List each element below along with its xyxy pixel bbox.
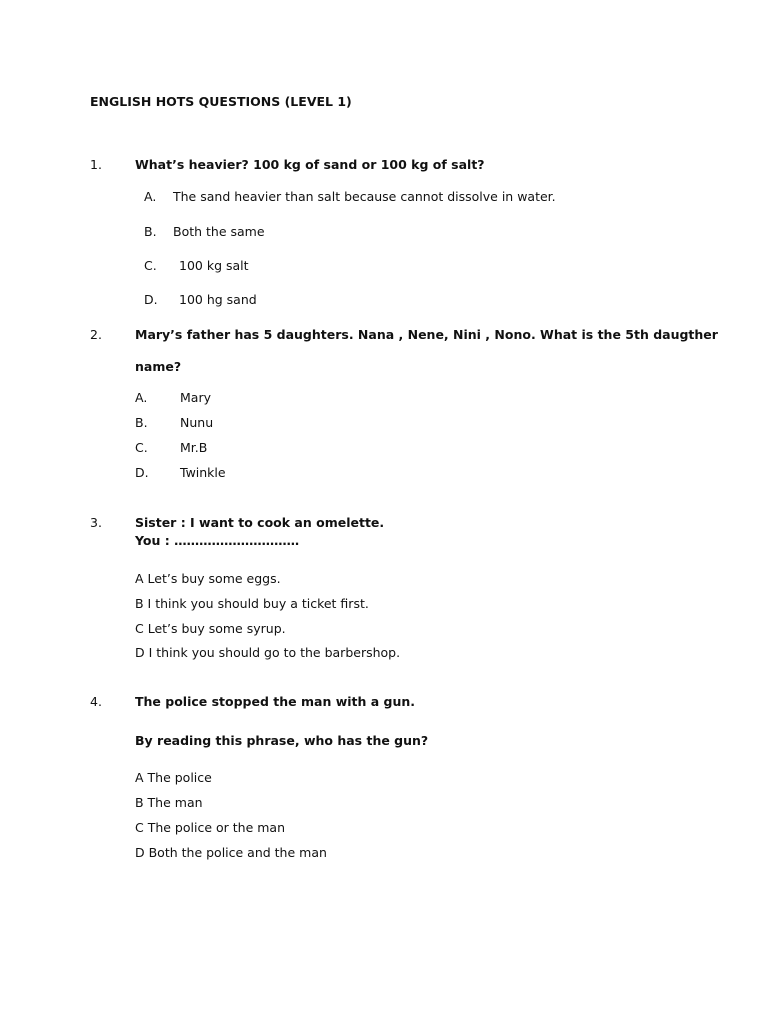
q2-option-b-letter: B. [135,415,148,430]
q1-option-d-text: 100 hg sand [179,292,257,307]
q4-option-d: D Both the police and the man [135,845,327,860]
question-1-text: What’s heavier? 100 kg of sand or 100 kg of salt? [135,157,485,172]
q2-option-a-letter: A. [135,390,148,405]
q4-option-b: B The man [135,795,203,810]
q1-option-a-text: The sand heavier than salt because cannot dissolve in water. [173,189,556,204]
q1-option-c-letter: C. [144,258,157,273]
question-4-text-line-2: By reading this phrase, who has the gun? [135,733,429,748]
q2-option-d-text: Twinkle [180,465,226,480]
q4-option-c: C The police or the man [135,820,285,835]
q1-option-c-text: 100 kg salt [179,258,249,273]
question-2-text-line-2: name? [135,359,182,374]
q2-option-b-text: Nunu [180,415,214,430]
question-3-text-line-2: You : ………………………… [135,533,300,548]
q2-option-c-text: Mr.B [180,440,208,455]
q3-option-b: B I think you should buy a ticket first. [135,596,369,611]
question-3-text-line-1: Sister : I want to cook an omelette. [135,515,385,530]
q2-option-d-letter: D. [135,465,149,480]
q1-option-b-letter: B. [144,224,157,239]
q3-option-a: A Let’s buy some eggs. [135,571,281,586]
question-4-text-line-1: The police stopped the man with a gun. [135,694,416,709]
question-4-number: 4. [90,694,102,709]
question-3-number: 3. [90,515,102,530]
q1-option-a-letter: A. [144,189,157,204]
q1-option-b-text: Both the same [173,224,265,239]
question-2-number: 2. [90,327,102,342]
question-1-number: 1. [90,157,102,172]
q4-option-a: A The police [135,770,212,785]
q3-option-c: C Let’s buy some syrup. [135,621,286,636]
q2-option-c-letter: C. [135,440,148,455]
document-title: ENGLISH HOTS QUESTIONS (LEVEL 1) [90,94,352,109]
question-2-text-line-1: Mary’s father has 5 daughters. Nana , Nene, Nini , Nono. What is the 5th daugther [135,327,718,342]
q3-option-d: D I think you should go to the barbershop. [135,645,401,660]
q1-option-d-letter: D. [144,292,158,307]
q2-option-a-text: Mary [180,390,211,405]
